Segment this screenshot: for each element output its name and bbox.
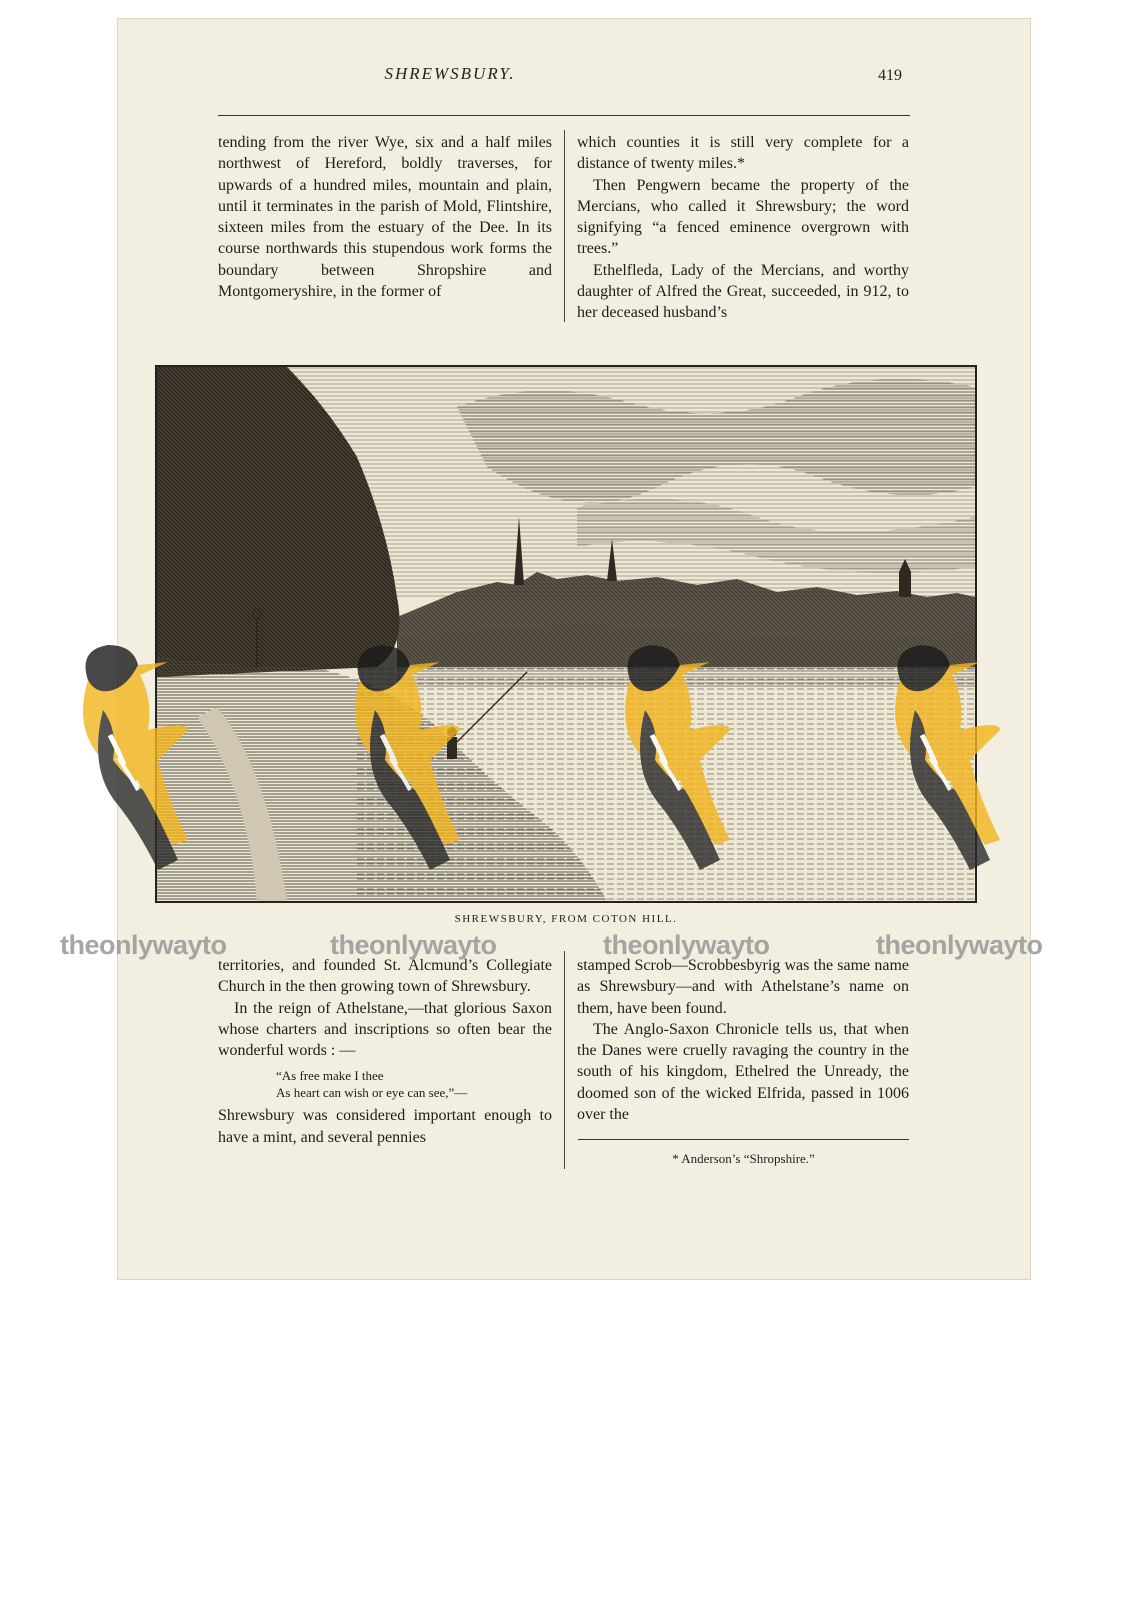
column-divider-top xyxy=(564,130,565,322)
text-column-top-right xyxy=(577,132,909,324)
engraving-illustration xyxy=(155,365,977,903)
text-column-bottom-right xyxy=(577,955,909,1125)
paragraph: Shrewsbury was considered important enough to have a mint, and several pennies xyxy=(218,1107,552,1146)
paragraph: which counties it is still very complete for a distance of twenty miles.* xyxy=(577,134,909,173)
quoted-verse xyxy=(276,1067,552,1101)
watermark-text: theonlywayto xyxy=(876,930,1043,960)
oriole-bird-overlay xyxy=(600,640,770,900)
oriole-bird-overlay xyxy=(330,640,500,900)
watermark-text: theonlywayto xyxy=(330,930,497,960)
verse-line: As heart can wish or eye can see,”— xyxy=(276,1085,468,1101)
header-rule xyxy=(218,115,910,116)
footnote: * Anderson’s “Shropshire.” xyxy=(672,1151,815,1166)
paragraph: Then Pengwern became the property of the Mercians, who called it Shrewsbury; the word signifying “a fenced eminence overgrown with trees.” xyxy=(577,176,909,258)
paragraph: The Anglo-Saxon Chronicle tells us, that when the Danes were cruelly ravaging the country in the south of his kingdom, Ethelred the Unready, the doomed son of the wicked Elfrida, passed in 1006 over the xyxy=(577,1020,909,1124)
text-column-bottom-left xyxy=(218,955,552,1148)
page-number: 419 xyxy=(878,67,902,84)
oriole-bird-overlay xyxy=(58,640,228,900)
watermark-text: theonlywayto xyxy=(603,930,770,960)
illustration-caption: SHREWSBURY, FROM COTON HILL. xyxy=(454,913,678,925)
oriole-bird-overlay xyxy=(870,640,1040,900)
paragraph: stamped Scrob—Scrobbesbyrig was the same name as Shrewsbury—and with Athelstane’s name on them, have been found. xyxy=(577,957,909,1017)
shrewsbury-landscape-engraving xyxy=(157,367,975,901)
paragraph: Ethelfleda, Lady of the Mercians, and worthy daughter of Alfred the Great, succeeded, in 912, to her deceased husband’s xyxy=(577,261,909,322)
page-header-title: SHREWSBURY. xyxy=(384,64,516,83)
paragraph: In the reign of Athelstane,—that glorious Saxon whose charters and inscriptions so often bear the wonderful words : — xyxy=(218,999,552,1060)
verse-line: “As free make I thee xyxy=(276,1068,384,1084)
paragraph: tending from the river Wye, six and a half miles northwest of Hereford, boldly traverses, for upwards of a hundred miles, mountain and plain, until it terminates in the parish of Mold, Flintshire, sixteen miles from the estuary of the Dee. In its course northwards this stupendous work forms the boundary between Shropshire and Montgomeryshire, in the former of xyxy=(218,134,552,301)
text-column-top-left xyxy=(218,132,552,302)
footnote-rule xyxy=(578,1139,909,1140)
column-divider-bottom xyxy=(564,951,565,1169)
paragraph: territories, and founded St. Alcmund’s Collegiate Church in the then growing town of Shrewsbury. xyxy=(218,957,552,996)
watermark-text: theonlywayto xyxy=(60,930,227,960)
